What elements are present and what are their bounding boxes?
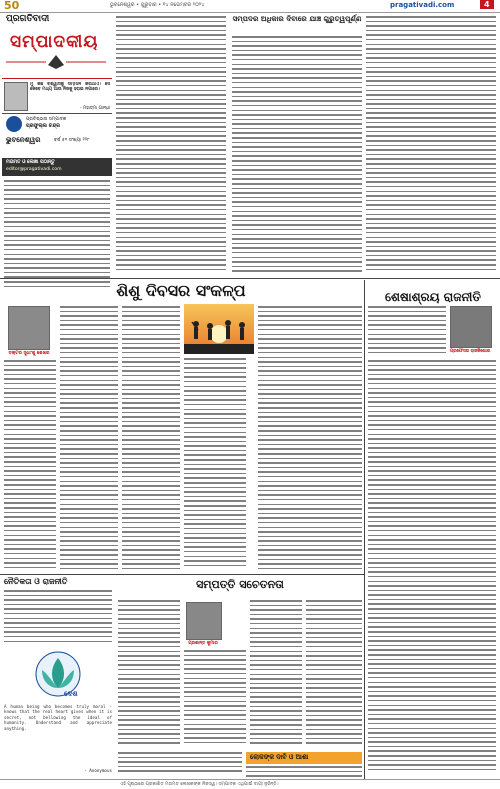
right-top-column <box>366 16 496 276</box>
right-author-name: ପ୍ରଫେସର ରାଜକିଶୋର <box>449 349 491 354</box>
date-line: ଭୁବନେଶ୍ୱର • ଗୁରୁବାର • ୧୪ ନଭେମ୍ବର ୨୦୨୪ <box>110 2 205 8</box>
gandhi-portrait <box>4 82 28 111</box>
bottom-left-body <box>4 590 112 648</box>
right-column-2 <box>368 360 496 780</box>
website[interactable]: pragativadi.com <box>390 1 455 9</box>
publisher-box <box>2 114 112 158</box>
english-quote-text: A human being who becomes truly moral - knows that the real heart gives when it is secret, not bellowing the ideal of humanity. Understand and appreciate anything. <box>4 704 112 731</box>
divider-middle <box>0 574 364 575</box>
footer-text: ଏହି ପୃଷ୍ଠାରେ ପ୍ରକାଶିତ ମତାମତ ଲେଖକଙ୍କ ନିଜସ୍ୱ। ସମ୍ପାଦକ ଏଥିପାଇଁ ଦାୟୀ ନୁହଁନ୍ତି। <box>120 782 279 787</box>
anniversary-logo: 50 <box>4 0 20 12</box>
bottom-column-4 <box>306 600 362 748</box>
bottom-center-title: ସମ୍ପତ୍ତି ସଚେତନତା <box>196 578 284 591</box>
founder-line: ପ୍ରତିଷ୍ଠାତା ସମ୍ପାଦକ <box>26 117 67 122</box>
author-name: ଡକ୍ଟର ସୁଧାଂଶୁ ଶେଖର <box>8 351 50 356</box>
editorial-box <box>2 14 112 74</box>
editorial-column-1 <box>116 16 226 274</box>
right-author-photo <box>450 306 492 348</box>
bottom-author-name: ପ୍ରଶାନ୍ତ କୁମାର <box>188 641 218 646</box>
contact-heading: ମତାମତ ଓ ଲେଖା ପଠାନ୍ତୁ <box>6 160 55 165</box>
bottom-banner-title: ଲୋକଙ୍କ ଦାବି ଓ ଆଶା <box>250 753 309 761</box>
quote-text: ମୁଁ କିଛି ବିଶ୍ୱାସକୁ ସମ୍ମାନ କରିଥାଏ। ସେ କେବେ ମଧ୍ୟ ଆଉ ନିଜକୁ ହରାଇ ନପାରେ। <box>30 82 110 93</box>
volume-info: ବର୍ଷ ୫୧ ସଂଖ୍ୟା ୨୨୮ <box>54 138 90 143</box>
divider-top <box>0 278 500 279</box>
top-article <box>232 14 362 276</box>
main-column-2 <box>60 306 118 570</box>
quote-author: - ମହାତ୍ମା ଗାନ୍ଧୀ <box>80 106 110 111</box>
main-column-4 <box>184 358 246 570</box>
top-article-title: ସମ୍ପଦର ଅଧିକାର ଦିବାରେ ଯାଞ୍ଚ ଗୁରୁତ୍ୱପୂର୍ଣ୍ଣ <box>232 14 362 23</box>
pen-nib-icon <box>6 54 106 68</box>
bottom-column-2 <box>184 650 246 748</box>
main-column-3 <box>122 306 180 570</box>
section-title: ସମ୍ପାଦକୀୟ <box>10 32 99 52</box>
right-column-1 <box>368 306 446 358</box>
bottom-column-3 <box>250 600 302 748</box>
top-article-body <box>232 36 362 276</box>
bottom-banner-body <box>118 752 242 776</box>
bottom-author-photo <box>186 602 222 640</box>
lotus-logo <box>4 650 112 702</box>
main-article-title: ଶିଶୁ ଦିବସର ସଂକଳ୍ପ <box>116 281 246 300</box>
contact-box <box>2 158 112 176</box>
book-icon <box>6 116 22 132</box>
bottom-banner <box>246 752 362 764</box>
english-quote <box>4 704 112 780</box>
main-column-5 <box>258 306 362 570</box>
contact-email[interactable]: editor@pragativadi.com <box>6 167 62 172</box>
divider-right <box>364 280 365 780</box>
bottom-banner-body-2 <box>246 766 362 778</box>
paper-name: ପ୍ରଗତିବାଦୀ <box>6 14 50 24</box>
logo-text: ଦେଶ <box>64 690 78 698</box>
page-number: 4 <box>480 0 494 9</box>
english-quote-author: - Anonymous <box>84 768 112 773</box>
editorial-body-text <box>4 180 110 288</box>
children-silhouette-illustration <box>184 304 254 354</box>
masthead <box>0 0 500 13</box>
founder-name: ପ୍ରଫୁଲ୍ଲ ଚନ୍ଦ୍ର <box>26 123 60 129</box>
main-column-1 <box>4 360 56 570</box>
city-name: ଭୁବନେଶ୍ୱର <box>6 136 41 144</box>
quote-box <box>2 78 112 114</box>
right-article-title: ଶେଷାଶ୍ରୟ ରାଜନୀତି <box>385 290 481 304</box>
author-photo <box>8 306 50 350</box>
bottom-left-title: ନୈତିକତା ଓ ରାଜନୀତି <box>4 577 68 586</box>
bottom-column-1 <box>118 600 180 748</box>
